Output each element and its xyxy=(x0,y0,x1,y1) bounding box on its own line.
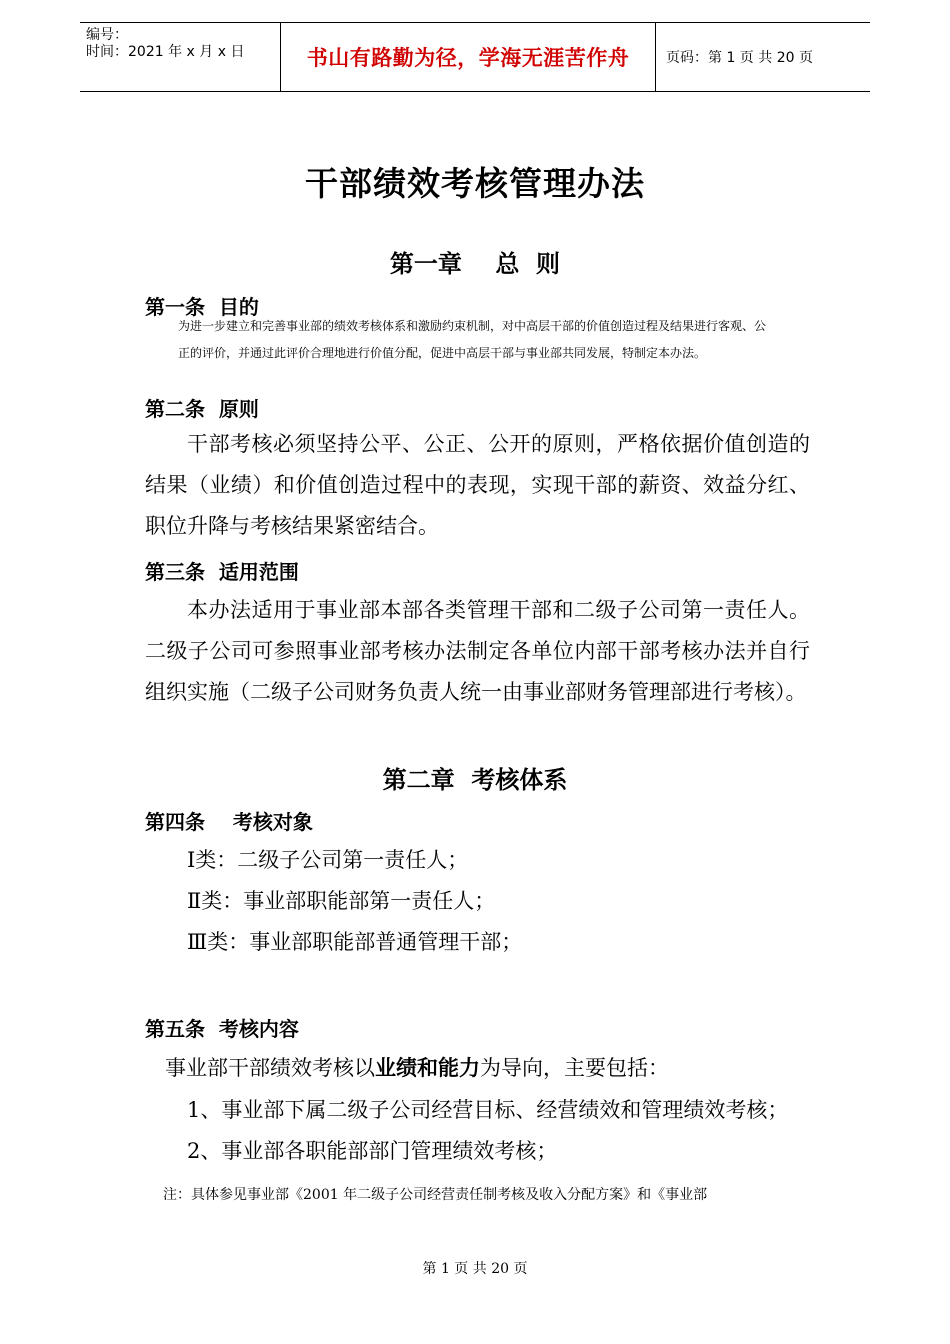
list-item: Ⅰ类：二级子公司第一责任人； xyxy=(187,848,469,872)
list-item: 1、事业部下属二级子公司经营目标、经营绩效和管理绩效考核； xyxy=(187,1098,789,1122)
article-5-note: 注：具体参见事业部《2001 年二级子公司经营责任制考核及收入分配方案》和《事业部 xyxy=(163,1187,708,1203)
article-4-heading: 第四条 考核对象 xyxy=(145,810,313,834)
chapter-2-heading: 第二章 考核体系 xyxy=(382,766,568,794)
chapter-1-heading: 第一章 总 则 xyxy=(389,250,561,278)
article-2-text: 干部考核必须坚持公平、公正、公开的原则，严格依据价值创造的结果（业绩）和价值创造过程中的表现，实现干部的薪资、效益分红、职位升降与考核结果紧密结合。 xyxy=(145,432,810,538)
number-label: 编号： xyxy=(86,27,128,43)
document-title: 干部绩效考核管理办法 xyxy=(305,164,645,203)
page-footer: 第 1 页 共 20 页 xyxy=(422,1261,528,1277)
header-meta xyxy=(80,23,281,91)
list-item: Ⅲ类：事业部职能部普通管理干部； xyxy=(187,930,523,954)
article-1-heading: 第一条 目的 xyxy=(145,295,259,319)
intro-bold-text: 业绩和能力 xyxy=(375,1056,480,1080)
header-motto: 书山有路勤为径，学海无涯苦作舟 xyxy=(281,23,656,91)
header-page-info: 页码：第 1 页 共 20 页 xyxy=(666,50,813,66)
article-5-intro xyxy=(165,1052,669,1082)
article-5-heading: 第五条 考核内容 xyxy=(145,1017,299,1041)
header-table xyxy=(80,22,870,92)
intro-text: 事业部干部绩效考核以 xyxy=(165,1056,375,1080)
article-3-text: 本办法适用于事业部本部各类管理干部和二级子公司第一责任人。二级子公司可参照事业部考核办法制定各单位内部干部考核办法并自行组织实施（二级子公司财务负责人统一由事业部财务管理部进行考核）。 xyxy=(145,598,810,704)
article-2-heading: 第二条 原则 xyxy=(145,397,259,421)
list-item: 2、事业部各职能部部门管理绩效考核； xyxy=(187,1139,558,1163)
list-item: Ⅱ类：事业部职能部第一责任人； xyxy=(187,889,496,913)
article-3-heading: 第三条 适用范围 xyxy=(145,560,299,584)
article-1-line-2: 正的评价，并通过此评价合理地进行价值分配，促进中高层干部与事业部共同发展，特制定本办法。 xyxy=(178,346,707,360)
time-label: 时间：2021 年 x 月 x 日 xyxy=(86,44,245,60)
article-1-line-1: 为进一步建立和完善事业部的绩效考核体系和激励约束机制，对中高层干部的价值创造过程及结果进行客观、公 xyxy=(178,319,767,333)
intro-text-end: 为导向，主要包括： xyxy=(480,1056,669,1080)
article-1-text xyxy=(178,313,818,367)
